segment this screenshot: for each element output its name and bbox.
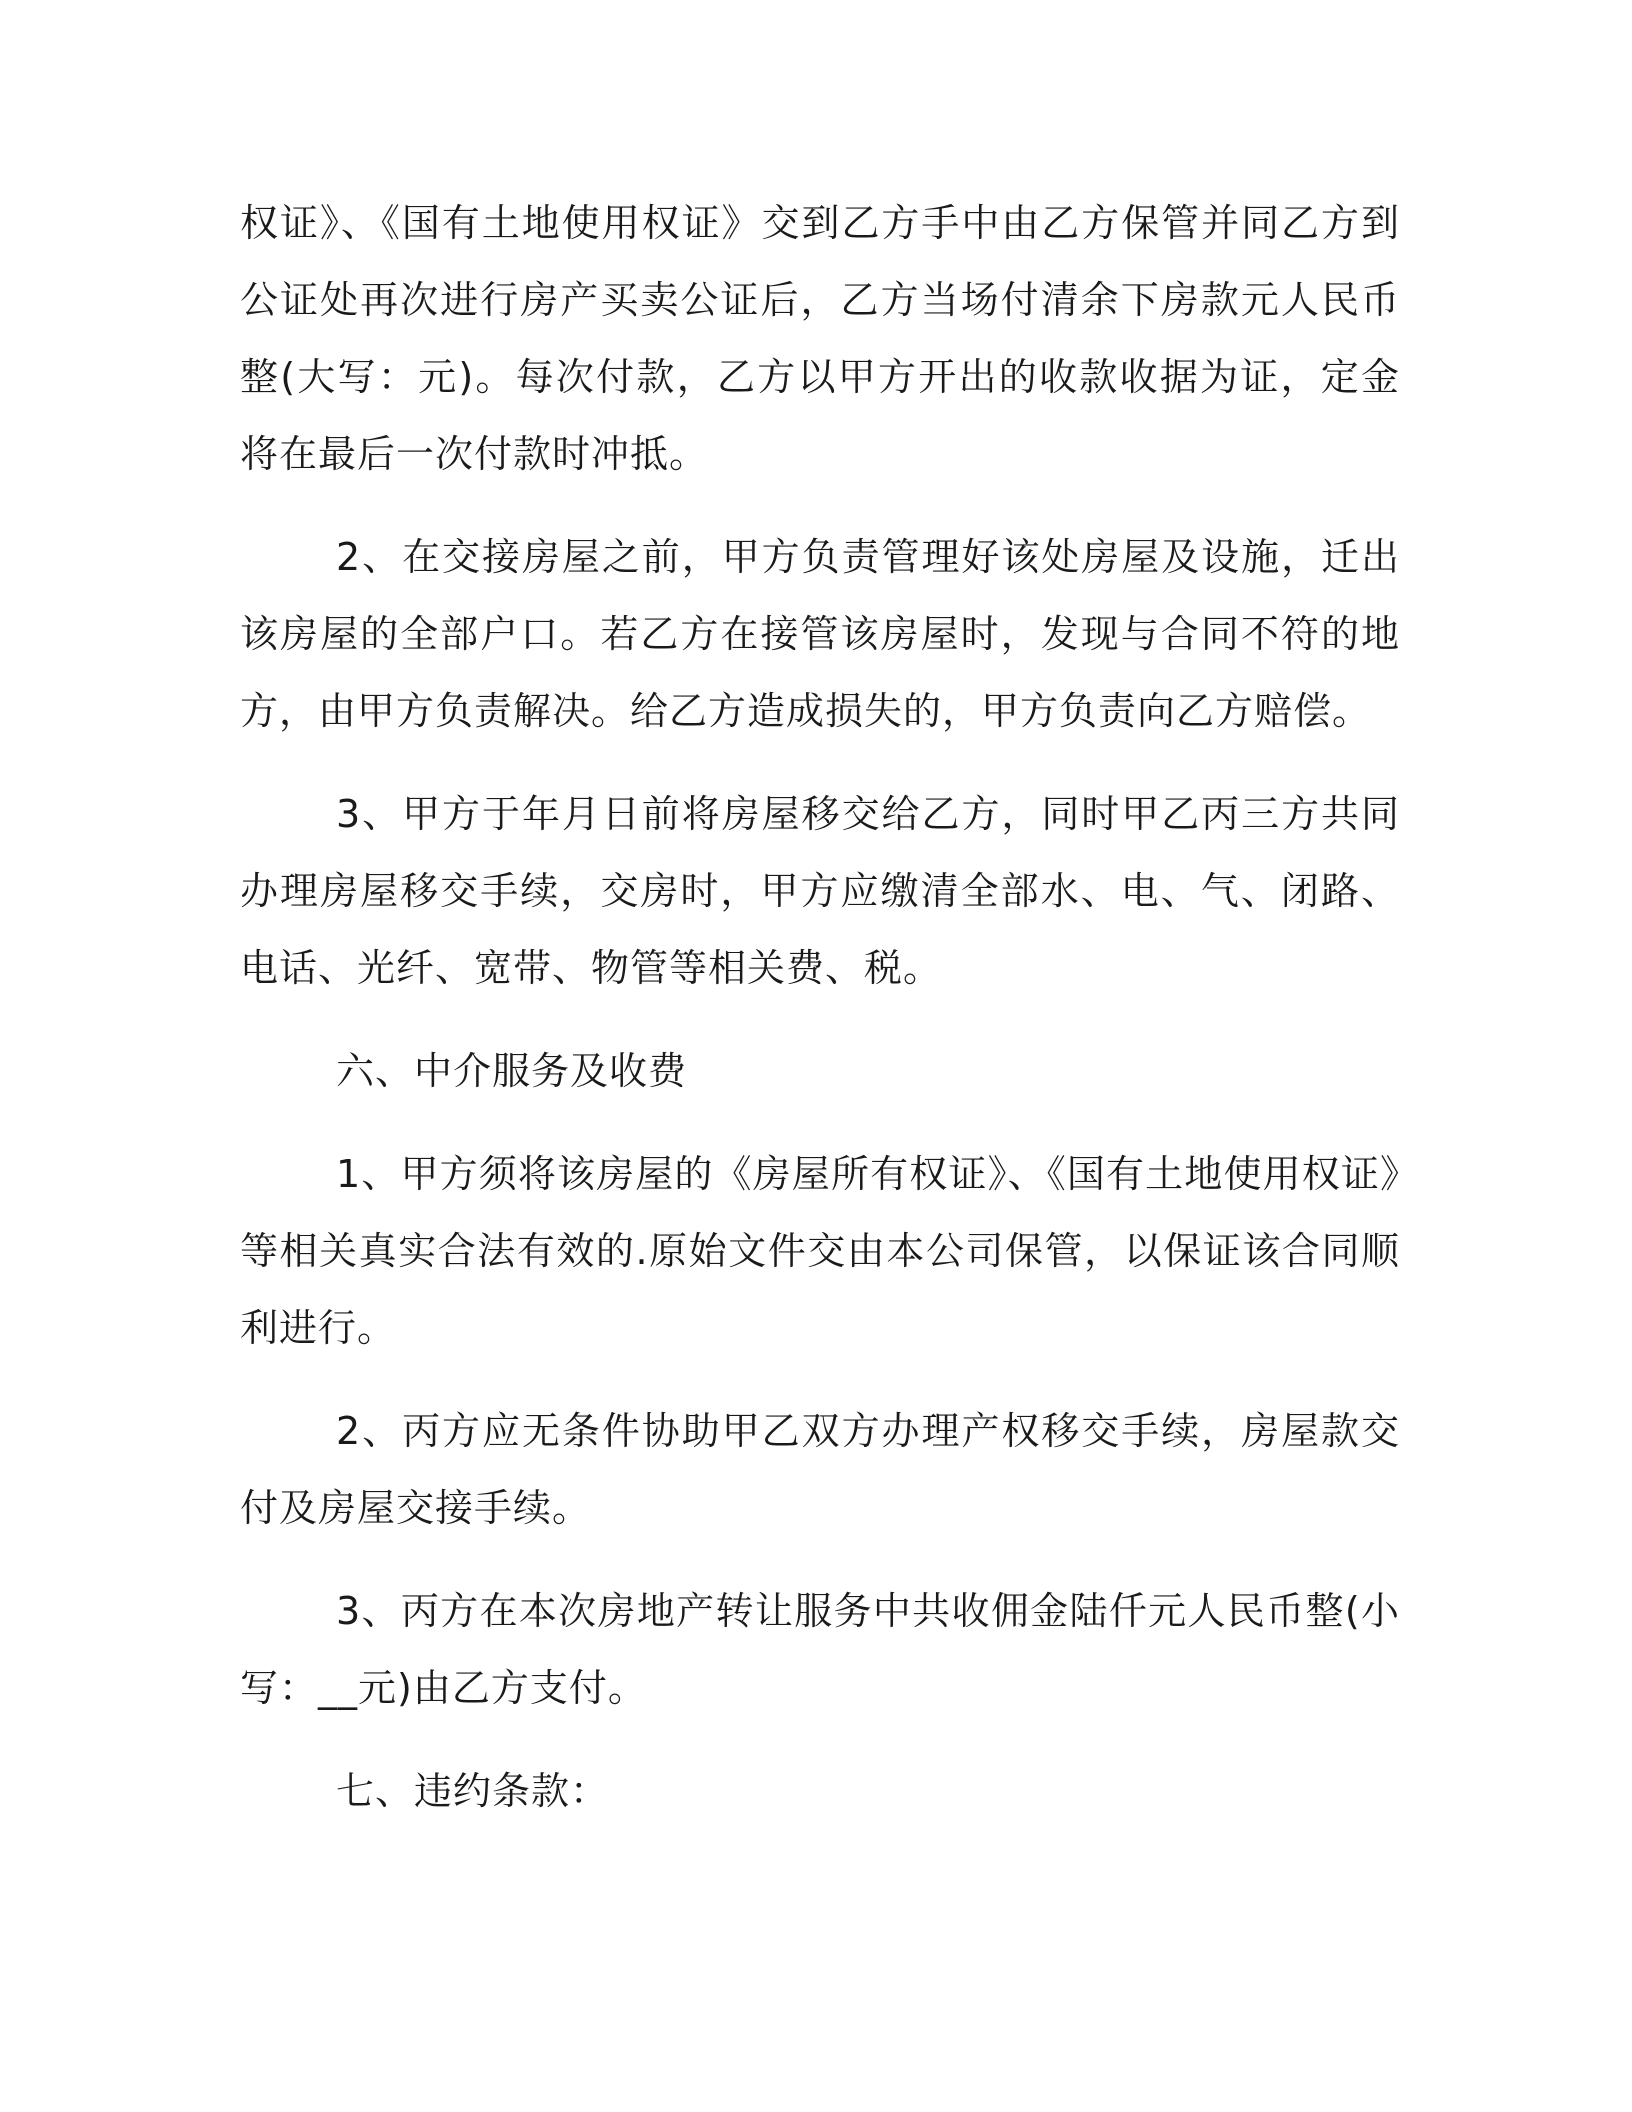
section-heading-breach: 七、违约条款：: [336, 1769, 610, 1813]
paragraph-payment-terms: 权证》、《国有土地使用权证》交到乙方手中由乙方保管并同乙方到公证处再次进行房产买卖公证后，乙方当场付清余下房款元人民币整(大写：元)。每次付款，乙方以甲方开出的收款收据为证，定金将在最后一次付款时冲抵。: [240, 201, 1400, 476]
paragraph-handover-management: 2、在交接房屋之前，甲方负责管理好该处房屋及设施，迁出该房屋的全部户口。若乙方在接管该房屋时，发现与合同不符的地方，由甲方负责解决。给乙方造成损失的，甲方负责向乙方赔偿。: [240, 535, 1400, 733]
document-body: [240, 185, 1400, 1830]
paragraph-assist-transfer: 2、丙方应无条件协助甲乙双方办理产权移交手续，房屋款交付及房屋交接手续。: [240, 1409, 1400, 1530]
section-heading-agency-fees: 六、中介服务及收费: [336, 1049, 688, 1093]
paragraph-handover-date: 3、甲方于年月日前将房屋移交给乙方，同时甲乙丙三方共同办理房屋移交手续，交房时，甲方应缴清全部水、电、气、闭路、电话、光纤、宽带、物管等相关费、税。: [240, 792, 1400, 990]
paragraph-original-documents: 1、甲方须将该房屋的《房屋所有权证》、《国有土地使用权证》等相关真实合法有效的.原始文件交由本公司保管，以保证该合同顺利进行。: [240, 1152, 1400, 1350]
paragraph-commission: 3、丙方在本次房地产转让服务中共收佣金陆仟元人民币整(小写：__元)由乙方支付。: [240, 1589, 1400, 1710]
